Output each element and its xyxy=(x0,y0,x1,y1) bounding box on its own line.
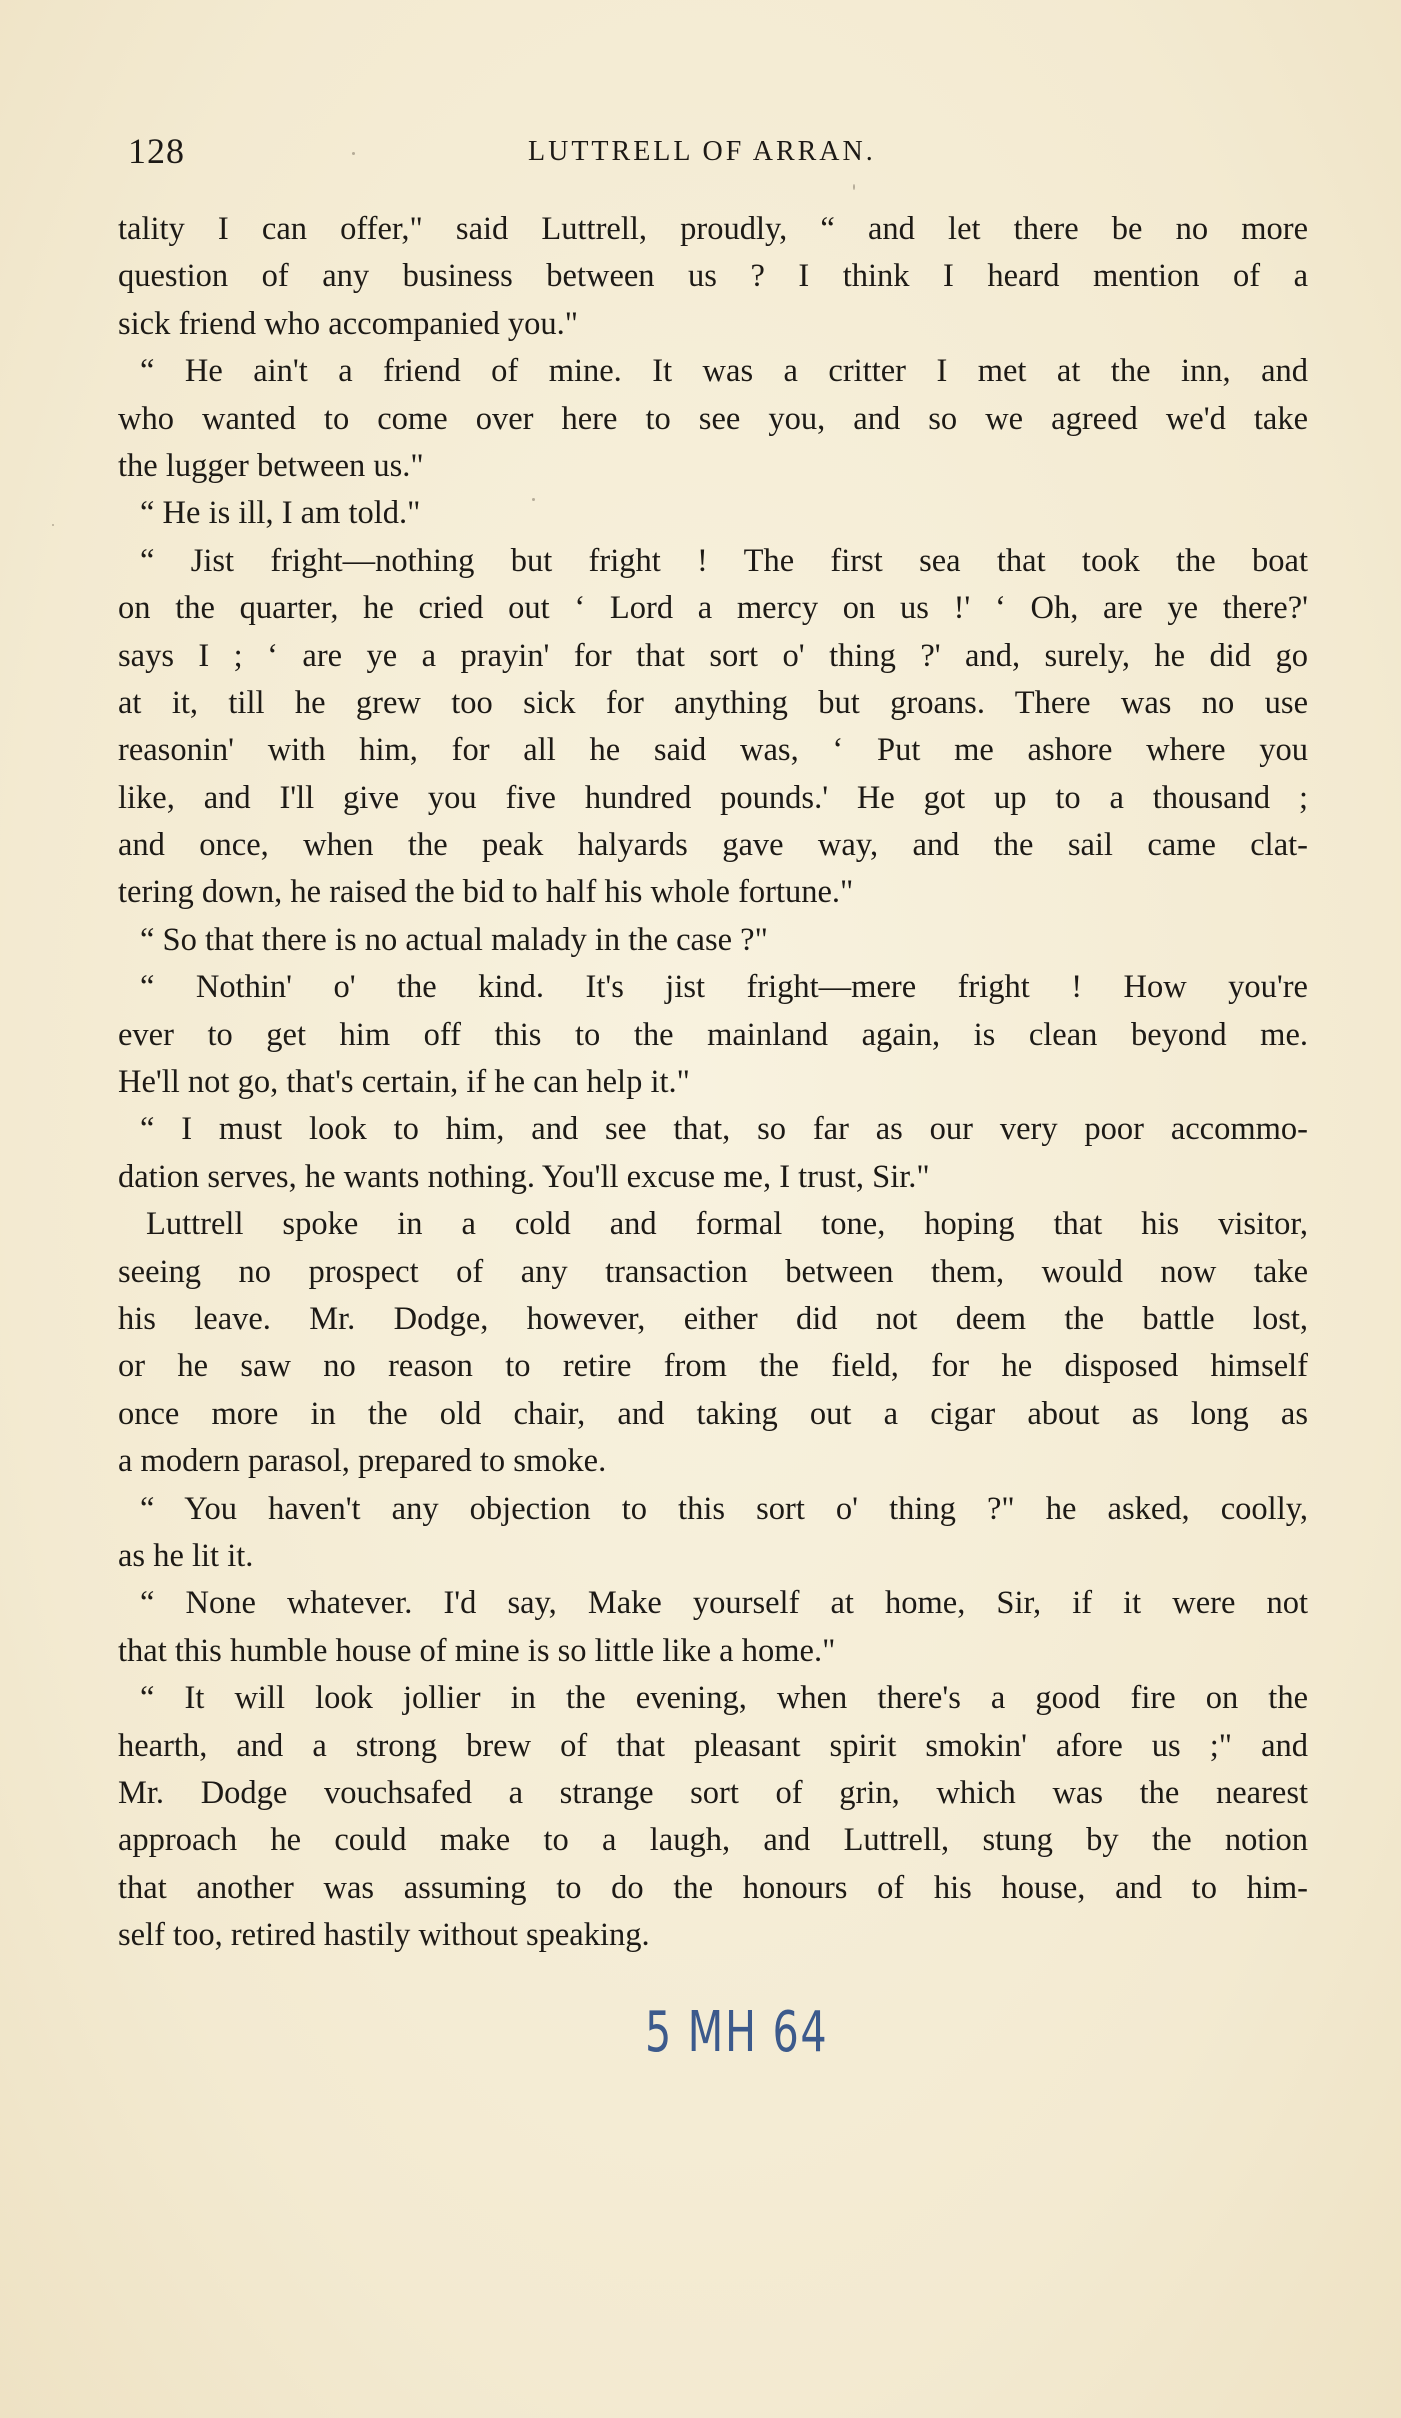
text-line: “ None whatever. I'd say, Make yourself at home, Sir, if it were not xyxy=(140,1585,1308,1622)
running-title: LUTTRELL OF ARRAN. xyxy=(528,136,876,167)
text-line: seeing no prospect of any transaction between them, would now take xyxy=(118,1253,1308,1290)
body-text xyxy=(118,206,1308,1959)
text-line: He'll not go, that's certain, if he can help it." xyxy=(118,1064,690,1101)
text-line: that this humble house of mine is so little like a home." xyxy=(118,1632,836,1669)
page-number: 128 xyxy=(128,131,185,171)
paper-speck xyxy=(532,498,535,501)
text-line: “ You haven't any objection to this sort o' thing ?" he asked, coolly, xyxy=(140,1490,1308,1527)
text-line: like, and I'll give you five hundred pounds.' He got up to a thousand ; xyxy=(118,779,1308,816)
text-line: ever to get him off this to the mainland again, is clean beyond me. xyxy=(118,1016,1308,1053)
text-line: tality I can offer," said Luttrell, proudly, “ and let there be no more xyxy=(118,211,1308,247)
text-line: who wanted to come over here to see you, and so we agreed we'd take xyxy=(118,400,1308,437)
text-line: hearth, and a strong brew of that pleasant spirit smokin' afore us ;" and xyxy=(118,1727,1308,1764)
text-line: or he saw no reason to retire from the field, for he disposed himself xyxy=(118,1348,1308,1385)
text-line: “ I must look to him, and see that, so far as our very poor accommo- xyxy=(140,1111,1308,1148)
text-line: a modern parasol, prepared to smoke. xyxy=(118,1443,607,1480)
page-header xyxy=(118,130,1318,180)
text-line: “ So that there is no actual malady in the case ?" xyxy=(140,921,768,958)
text-line: “ Jist fright—nothing but fright ! The first sea that took the boat xyxy=(140,542,1308,579)
text-line: once more in the old chair, and taking out a cigar about as long as xyxy=(118,1395,1308,1432)
text-line: question of any business between us ? I think I heard mention of a xyxy=(118,258,1308,295)
text-line: tering down, he raised the bid to half his whole fortune." xyxy=(118,874,854,911)
text-line: “ He ain't a friend of mine. It was a critter I met at the inn, and xyxy=(140,353,1308,390)
text-line: dation serves, he wants nothing. You'll excuse me, I trust, Sir." xyxy=(118,1158,930,1195)
text-line: “ Nothin' o' the kind. It's jist fright—mere fright ! How you're xyxy=(140,969,1308,1006)
text-line: the lugger between us." xyxy=(118,447,424,484)
text-line: Mr. Dodge vouchsafed a strange sort of grin, which was the nearest xyxy=(118,1774,1308,1811)
paper-speck xyxy=(52,524,54,526)
text-line: reasonin' with him, for all he said was, ‘ Put me ashore where you xyxy=(118,732,1308,769)
text-line: sick friend who accompanied you." xyxy=(118,305,578,342)
text-line: Luttrell spoke in a cold and formal tone, hoping that his visitor, xyxy=(146,1206,1308,1243)
text-line: says I ; ‘ are ye a prayin' for that sort o' thing ?' and, surely, he did go xyxy=(118,637,1308,674)
text-line: on the quarter, he cried out ‘ Lord a mercy on us !' ‘ Oh, are ye there?' xyxy=(118,590,1308,627)
paper-speck xyxy=(853,184,855,190)
text-line: “ He is ill, I am told." xyxy=(140,495,421,532)
text-line: and once, when the peak halyards gave way, and the sail came clat- xyxy=(118,827,1308,864)
text-line: “ It will look jollier in the evening, when there's a good fire on the xyxy=(140,1680,1308,1717)
text-line: at it, till he grew too sick for anything but groans. There was no use xyxy=(118,684,1308,721)
text-line: that another was assuming to do the honours of his house, and to him- xyxy=(118,1869,1308,1906)
text-line: self too, retired hastily without speaking. xyxy=(118,1917,650,1954)
paper-speck xyxy=(352,152,355,155)
text-line: approach he could make to a laugh, and Luttrell, stung by the notion xyxy=(118,1822,1308,1859)
text-line: his leave. Mr. Dodge, however, either did not deem the battle lost, xyxy=(118,1300,1308,1337)
text-line: as he lit it. xyxy=(118,1537,254,1574)
library-stamp: 5 MH 64 xyxy=(645,2000,829,2065)
